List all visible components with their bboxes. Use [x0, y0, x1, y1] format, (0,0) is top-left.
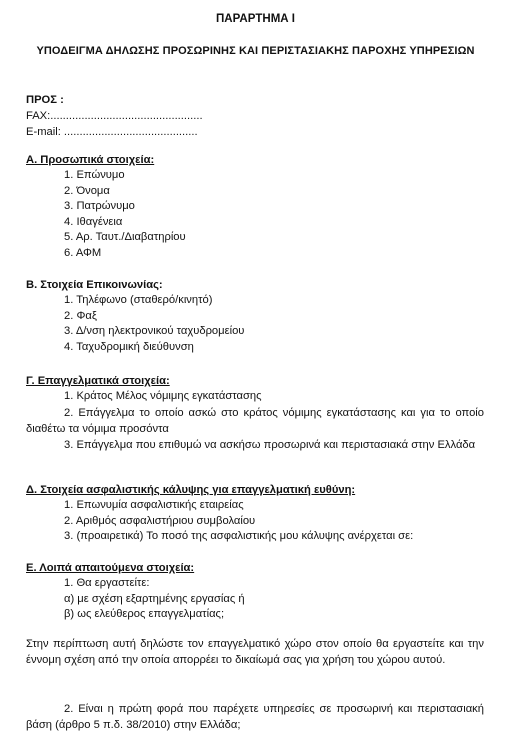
section-heading: Γ. Επαγγελματικά στοιχεία:: [26, 375, 170, 387]
list-item: 1. Κράτος Μέλος νόμιμης εγκατάστασης: [64, 390, 262, 402]
list-item: 6. ΑΦΜ: [64, 246, 102, 259]
list-item: β) ως ελεύθερος επαγγελματίας;: [64, 608, 225, 621]
list-item: 4. Ταχυδρομική διεύθυνση: [64, 340, 194, 353]
section-professional: [26, 373, 484, 453]
recipient-block: [26, 92, 484, 140]
section-heading: Β. Στοιχεία Επικοινωνίας:: [26, 279, 163, 291]
list-item: 2. Αριθμός ασφαλιστήριου συμβολαίου: [64, 514, 256, 527]
list-item: 1. Επωνυμία ασφαλιστικής εταιρείας: [64, 499, 244, 511]
section-insurance: [26, 482, 484, 545]
first-time-question: 2. Είναι η πρώτη φορά που παρέχετε υπηρεσίες σε προσωρινή και περιστασιακή βάση (άρθρο 5 π.δ. 38/2010) στην Ελλάδα;: [26, 703, 484, 731]
email-field[interactable]: E-mail: ...........................................: [26, 126, 198, 138]
annex-title: ΠΑΡΑΡΤΗΜΑ Ι: [215, 13, 295, 25]
list-item: 2. Επάγγελμα το οποίο ασκώ στο κράτος νόμιμης εγκατάστασης και για το οποίο διαθέτω τα νόμιμα προσόντα: [26, 406, 484, 435]
list-item: 2. Φαξ: [64, 309, 97, 322]
section-personal: [26, 152, 484, 262]
section-heading: Δ. Στοιχεία ασφαλιστικής κάλυψης για επαγγελματική ευθύνη:: [26, 484, 356, 496]
section-heading: Ε. Λοιπά απαιτούμενα στοιχεία:: [26, 562, 195, 574]
list-item: 3. Πατρώνυμο: [64, 200, 135, 213]
fax-field[interactable]: FAX:.................................................: [26, 110, 203, 122]
list-item: 5. Αρ. Ταυτ./Διαβατηρίου: [64, 231, 186, 244]
document-title: ΥΠΟΔΕΙΓΜΑ ΔΗΛΩΣΗΣ ΠΡΟΣΩΡΙΝΗΣ ΚΑΙ ΠΕΡΙΣΤΑΣΙΑΚΗΣ ΠΑΡΟΧΗΣ ΥΠΗΡΕΣΙΩΝ: [36, 45, 475, 57]
list-item: 3. Επάγγελμα που επιθυμώ να ασκήσω προσωρινά και περιστασιακά στην Ελλάδα: [64, 438, 476, 451]
section-heading: Α. Προσωπικά στοιχεία:: [26, 154, 155, 166]
list-item: 3. Δ/νση ηλεκτρονικού ταχυδρομείου: [64, 325, 245, 338]
section-contact: [26, 277, 484, 355]
list-item: α) με σχέση εξαρτημένης εργασίας ή: [64, 592, 245, 605]
list-item: 2. Όνομα: [64, 184, 110, 197]
workplace-note: Στην περίπτωση αυτή δηλώστε τον επαγγελματικό χώρο στον οποίο θα εργαστείτε και την έννομη σχέση από την οποία απορρέει το δικαίωμά σας για χρήση του χώρου αυτού.: [26, 638, 484, 666]
list-item: 3. (προαιρετικά) Το ποσό της ασφαλιστικής μου κάλυψης ανέρχεται σε:: [64, 530, 414, 543]
section-other: [26, 560, 484, 623]
list-item: 1. Θα εργαστείτε:: [64, 577, 150, 589]
list-item: 1. Επώνυμο: [64, 169, 125, 181]
to-label: ΠΡΟΣ :: [26, 94, 64, 106]
list-item: 1. Τηλέφωνο (σταθερό/κινητό): [64, 294, 213, 306]
list-item: 4. Ιθαγένεια: [64, 215, 123, 228]
